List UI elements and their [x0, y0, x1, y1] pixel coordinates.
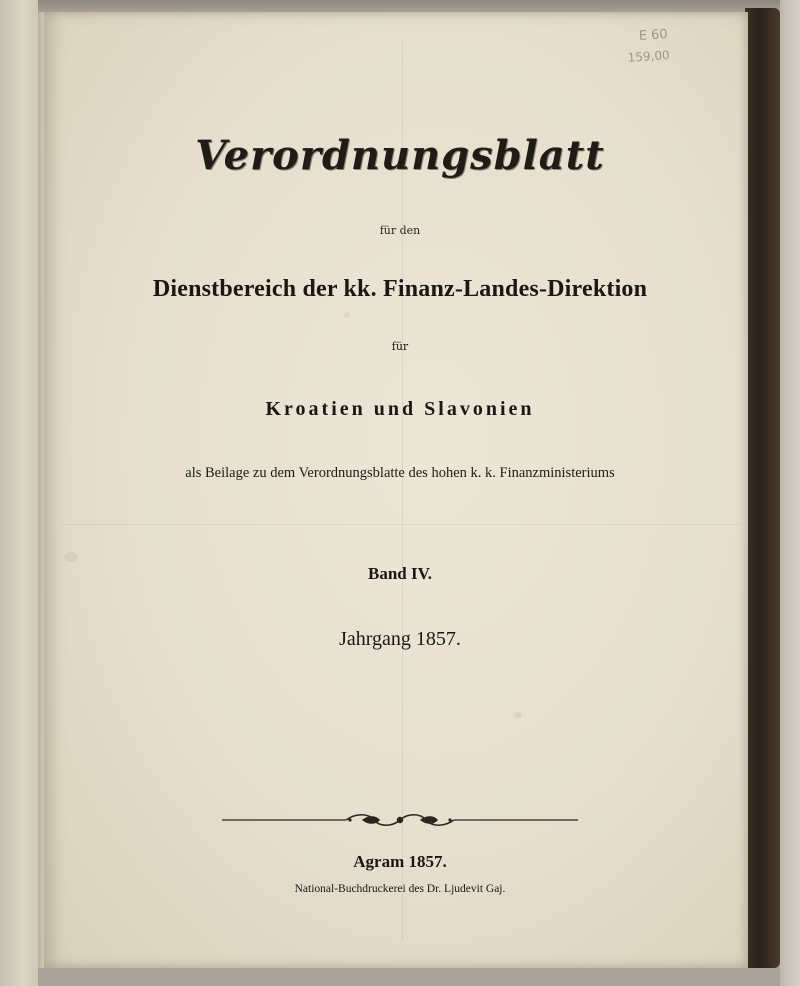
pencil-annotation	[613, 23, 696, 68]
imprint-printer: National-Buchdruckerei des Dr. Ljudevit Gaj.	[294, 883, 506, 895]
paper-stain	[344, 312, 350, 318]
subtitle-fuer-den: für den	[379, 224, 421, 237]
paper-stain	[64, 552, 78, 562]
page-title: Verordnungsblatt	[195, 132, 605, 179]
page-fold-crease	[60, 524, 740, 525]
ornament-rule-icon	[222, 812, 578, 828]
pencil-price: 159,00	[627, 47, 671, 65]
subtitle-fuer: für	[391, 340, 409, 353]
imprint-place: Agram 1857.	[353, 852, 447, 871]
supplement-line: als Beilage zu dem Verordnungsblatte des hohen k. k. Finanzministeriums	[185, 465, 615, 481]
authority-line: Dienstbereich der kk. Finanz-Landes-Direktion	[152, 276, 648, 302]
region-line: Kroatien und Slavonien	[265, 398, 535, 420]
volume-label: Band IV.	[368, 564, 432, 583]
year-label: Jahrgang 1857.	[339, 628, 461, 650]
paper-stain	[514, 712, 522, 718]
pencil-shelfmark: E 60	[638, 27, 669, 45]
